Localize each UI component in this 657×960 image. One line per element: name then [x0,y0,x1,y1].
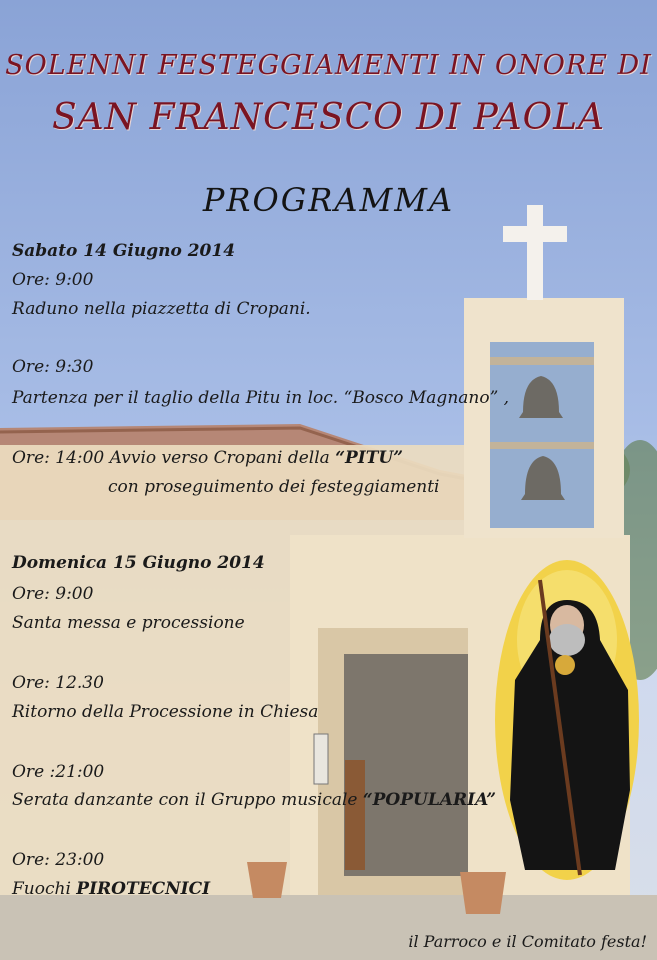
poster-title-line1: SOLENNI FESTEGGIAMENTI IN ONORE DI [5,50,652,81]
poster-signature: il Parroco e il Comitato festa! [408,932,647,951]
saturday-event3 [12,448,403,468]
saturday-time1: Ore: 9:00 [12,270,94,290]
sunday-event1: Santa messa e processione [12,613,245,633]
sunday-time3: Ore :21:00 [12,762,105,782]
sunday-event4 [12,879,210,899]
program-heading: PROGRAMMA [202,181,455,219]
saturday-event3-continuation: con proseguimento dei festeggiamenti [108,477,440,497]
sunday-event2: Ritorno della Processione in Chiesa [12,702,319,722]
sunday-time2: Ore: 12.30 [12,673,104,693]
saturday-date: Sabato 14 Giugno 2014 [12,241,236,261]
saturday-time2: Ore: 9:30 [12,357,94,377]
poster-title-line2: SAN FRANCESCO DI PAOLA [51,97,606,138]
sunday-event4-text: Fuochi [12,879,77,899]
popularia-highlight: “POPULARIA” [362,790,497,810]
sunday-time1: Ore: 9:00 [12,584,94,604]
saturday-event2: Partenza per il taglio della Pitu in loc. “Bosco Magnano” , [12,388,510,408]
sunday-date: Domenica 15 Giugno 2014 [12,553,265,573]
sunday-time4: Ore: 23:00 [12,850,105,870]
saturday-event1: Raduno nella piazzetta di Cropani. [12,299,311,319]
pitu-highlight: “PITU” [335,448,403,468]
saturday-event3-text: Ore: 14:00 Avvio verso Cropani della [12,448,336,468]
sunday-event3 [12,790,496,810]
fireworks-highlight: PIROTECNICI [76,879,211,899]
sunday-event3-text: Serata danzante con il Gruppo musicale [12,790,363,810]
